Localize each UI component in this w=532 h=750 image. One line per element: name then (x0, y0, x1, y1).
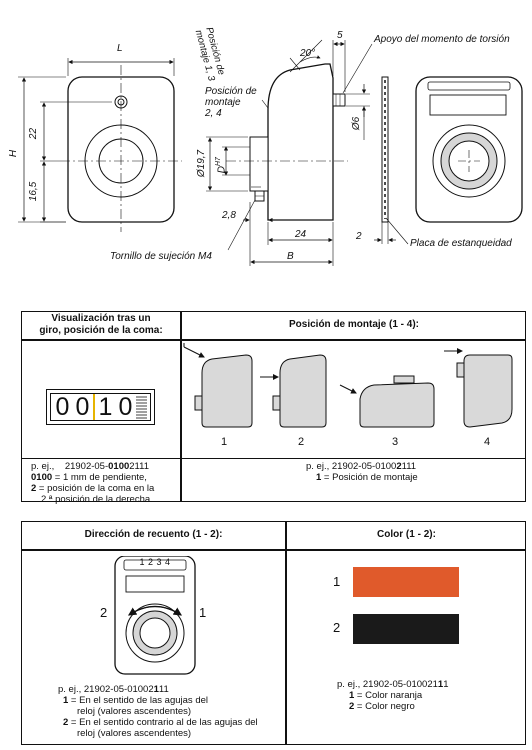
dimension-diameter-6: Ø6 (351, 116, 363, 131)
label-mounting-position-2-4 (205, 86, 257, 119)
dimension-H: H (8, 149, 20, 158)
counter-top-digits: 1 2 3 4 (139, 557, 171, 567)
sealing-plate-view (374, 77, 408, 244)
table2-note-direction-line5: reloj (valores ascendentes) (77, 728, 192, 739)
direction-label-1: 1 (199, 605, 207, 620)
example-code-a: 21902-05- (64, 461, 109, 472)
side-view (206, 40, 372, 266)
example-code-a: 21902-05-0100 (331, 461, 397, 472)
dimension-D-label: D (216, 166, 228, 174)
table2-note-color (337, 679, 449, 712)
digit-2: 1 (98, 393, 113, 421)
digit-3: 0 (118, 393, 133, 421)
code-rest: = posición de la coma en la (36, 483, 155, 494)
digit-1: 0 (75, 393, 90, 421)
example-prefix: p. ej., (306, 461, 330, 472)
code-rest: = Color naranja (354, 690, 423, 701)
table2-note-color-example (337, 679, 449, 690)
table1-header-display (22, 313, 180, 337)
table2-divider-h1 (21, 549, 526, 551)
code-bold: 1 (349, 690, 355, 701)
code-bold: 0100 (31, 472, 53, 483)
mounting-position-4-shape (444, 351, 512, 427)
color-swatch-orange (353, 567, 459, 597)
mounting-position-2-shape (260, 355, 326, 427)
label-torque-support: Apoyo del momento de torsión (374, 34, 510, 45)
code-rest: = 1 mm de pendiente, (52, 472, 147, 483)
direction-label-2: 2 (100, 605, 108, 620)
dimension-16-5: 16,5 (28, 181, 40, 202)
table1-note-mounting-example (306, 461, 418, 472)
table1-note-display-line3 (31, 483, 154, 494)
color-option-1-label: 1 (333, 574, 341, 589)
label-mounting-position-1-3: Posición de montaje 1, 3 (192, 26, 227, 83)
dimension-diameter-19-7: Ø19,7 (196, 149, 208, 178)
example-code-bold: 0100 (108, 461, 130, 472)
example-prefix: p. ej., (31, 461, 55, 472)
code-bold: 1 (316, 472, 322, 483)
label-sealing-plate: Placa de estanqueidad (410, 238, 512, 249)
code-bold: 1 (63, 695, 69, 706)
table2-note-direction (58, 684, 258, 739)
table2-header-direction: Dirección de recuento (1 - 2): (84, 529, 223, 540)
code-rest: = En el sentido de las agujas del (68, 695, 208, 706)
table2-note-color-line3 (337, 701, 449, 712)
mounting-positions-diagram (182, 341, 526, 441)
table2-header-color: Color (1 - 2): (377, 529, 436, 540)
example-code-bold: 1 (153, 684, 159, 695)
decimal-marker (93, 394, 95, 420)
example-prefix: p. ej., (58, 684, 82, 695)
dimension-20-degrees: 20° (300, 48, 316, 59)
dimension-24: 24 (295, 229, 307, 240)
table1-header-display-line2: giro, posición de la coma: (39, 325, 163, 336)
example-code-b: 1 (443, 679, 449, 690)
table1-note-display-line2 (31, 472, 154, 483)
dimension-2-8: 2,8 (222, 210, 236, 221)
table1-divider-h2 (21, 458, 526, 459)
digit-0: 0 (55, 393, 70, 421)
code-rest: = En el sentido contrario al de las agujas del (68, 717, 258, 728)
mounting-position-label-4: 4 (484, 436, 491, 448)
counter-scale-wheel (136, 395, 148, 419)
table1-note-display-line4: 2.ª posición de la derecha. (41, 494, 153, 505)
dimension-H7-tolerance: H7 (214, 157, 222, 167)
example-code-a: 21902-05-01002 (83, 684, 154, 695)
table1-note-mounting-line2 (306, 472, 418, 483)
table1-note-display-example (31, 461, 154, 472)
code-bold: 2 (31, 483, 37, 494)
code-rest: = Posición de montaje (321, 472, 418, 483)
label-pos24-line2: montaje (205, 97, 241, 108)
table1-header-display-line1: Visualización tras un (51, 313, 151, 324)
dimension-D-H7 (213, 157, 227, 173)
mounting-position-label-2: 2 (298, 436, 305, 448)
table1-note-display (31, 461, 154, 505)
example-code-a: 21902-05-010021 (362, 679, 438, 690)
example-code-b: 111 (401, 461, 417, 472)
table2-note-direction-line2 (58, 695, 258, 706)
mounting-position-3-shape (340, 376, 434, 427)
table2-note-color-line2 (337, 690, 449, 701)
front-view (18, 58, 182, 232)
example-code-bold: 1 (437, 679, 444, 690)
mounting-position-1-shape (184, 343, 252, 427)
table2-note-direction-line4 (58, 717, 258, 728)
example-code-bold: 2 (396, 461, 402, 472)
dimension-2: 2 (356, 231, 362, 242)
table1-header-mounting: Posición de montaje (1 - 4): (288, 319, 420, 330)
dimension-L: L (117, 43, 123, 54)
table2-note-direction-line3: reloj (valores ascendentes) (77, 706, 192, 717)
color-option-2-label: 2 (333, 620, 341, 635)
example-prefix: p. ej., (337, 679, 361, 690)
rear-view (416, 77, 522, 222)
example-code-b: 11 (158, 684, 169, 695)
dimension-22: 22 (28, 127, 40, 140)
label-pos24-line3: 2, 4 (205, 108, 222, 119)
color-swatch-black (353, 614, 459, 644)
table2-divider-v (285, 521, 287, 745)
code-bold: 2 (63, 717, 69, 728)
label-pos24-line1: Posición de (205, 86, 257, 97)
example-code-b: 2111 (129, 461, 149, 472)
dimension-B: B (287, 251, 294, 262)
table2-note-direction-example (58, 684, 258, 695)
counting-direction-diagram (110, 556, 200, 676)
dimension-5: 5 (337, 30, 343, 41)
mounting-position-label-3: 3 (392, 436, 399, 448)
label-clamping-screw: Tornillo de sujeción M4 (110, 251, 212, 262)
table1-note-mounting (306, 461, 418, 483)
code-rest: = Color negro (354, 701, 415, 712)
code-bold: 2 (349, 701, 355, 712)
mounting-position-label-1: 1 (221, 436, 228, 448)
